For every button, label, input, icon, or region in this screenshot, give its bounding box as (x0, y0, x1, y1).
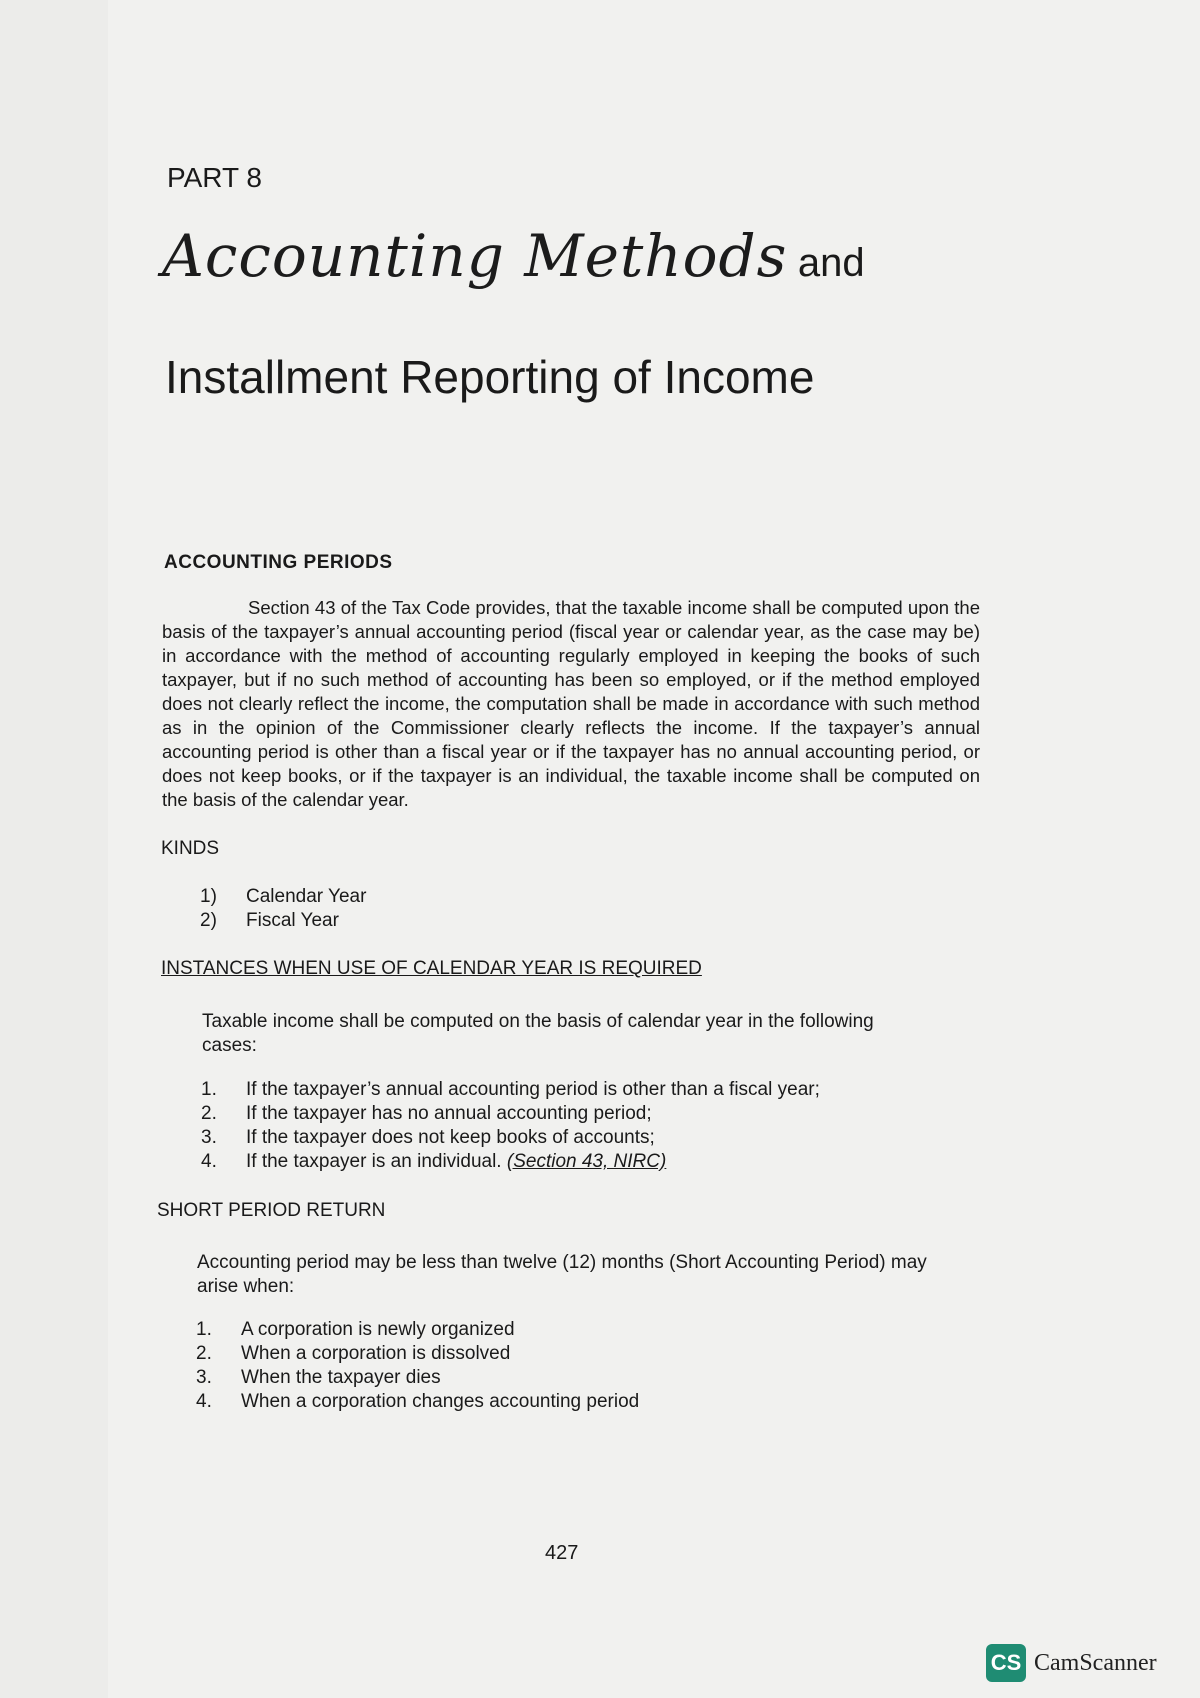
list-item-number: 1. (196, 1319, 212, 1340)
list-item-number: 2. (201, 1103, 217, 1124)
list-item-number: 3. (196, 1367, 212, 1388)
list-item-text: When a corporation is dissolved (241, 1343, 511, 1364)
list-item-number: 4. (196, 1391, 212, 1412)
list-item-number: 3. (201, 1127, 217, 1148)
list-item (201, 1102, 820, 1126)
list-item-text: When a corporation changes accounting period (241, 1391, 640, 1412)
list-item-number: 1) (200, 886, 217, 907)
calendar-required-list (201, 1078, 820, 1174)
camscanner-logo-icon: CS (986, 1644, 1026, 1682)
list-item-number: 2. (196, 1343, 212, 1364)
list-item-text: A corporation is newly organized (241, 1319, 515, 1340)
list-item-text: When the taxpayer dies (241, 1367, 441, 1388)
list-item-text: If the taxpayer’s annual accounting period is other than a fiscal year; (246, 1079, 820, 1100)
list-item (196, 1318, 639, 1342)
list-item (201, 1150, 820, 1174)
list-item (196, 1342, 639, 1366)
kinds-list (200, 885, 366, 933)
list-item-text: Calendar Year (246, 886, 367, 907)
list-item (201, 1126, 820, 1150)
page-number: 427 (545, 1542, 579, 1564)
section-citation: (Section 43, NIRC) (506, 1151, 667, 1172)
chapter-title-script: Accounting Methods (162, 222, 788, 290)
list-item-text: If the taxpayer has no annual accounting period; (246, 1103, 652, 1124)
list-item-text: Fiscal Year (246, 910, 339, 931)
short-period-intro: Accounting period may be less than twelve (12) months (Short Accounting Period) may arise when: (197, 1252, 927, 1297)
accounting-periods-heading: ACCOUNTING PERIODS (164, 552, 393, 573)
list-item-number: 4. (201, 1151, 217, 1172)
calendar-required-intro: Taxable income shall be computed on the basis of calendar year in the following cases: (202, 1011, 874, 1056)
camscanner-watermark (986, 1644, 1157, 1682)
camscanner-name: CamScanner (1034, 1649, 1157, 1676)
list-item (200, 885, 366, 909)
list-item (200, 909, 366, 933)
chapter-title-line2: Installment Reporting of Income (165, 351, 815, 403)
kinds-label: KINDS (161, 838, 220, 859)
list-item (196, 1366, 639, 1390)
list-item-text-main: If the taxpayer is an individual. (246, 1151, 502, 1172)
list-item-text: If the taxpayer does not keep books of accounts; (246, 1127, 655, 1148)
list-item (196, 1390, 639, 1414)
list-item-number: 2) (200, 910, 217, 931)
short-period-heading: SHORT PERIOD RETURN (157, 1200, 386, 1221)
short-period-list (196, 1318, 639, 1414)
list-item (201, 1078, 820, 1102)
part-label: PART 8 (167, 162, 262, 193)
list-item-text (246, 1150, 666, 1174)
list-item-number: 1. (201, 1079, 217, 1100)
chapter-title-and: and (797, 241, 865, 285)
chapter-title-line1 (162, 222, 865, 290)
calendar-required-heading: INSTANCES WHEN USE OF CALENDAR YEAR IS REQUIRED (161, 958, 702, 979)
accounting-periods-paragraph: Section 43 of the Tax Code provides, that the taxable income shall be computed upon the basis of the taxpayer’s annual accounting period (fiscal year or calendar year, as the case may be) in accordance with the method of accounting regularly employed in keeping the books of such taxpayer, but if no such method of accounting has been so employed, or if the method employed does not clearly reflect the income, the computation shall be made in accordance with such method as in the opinion of the Commissioner clearly reflects the income. If the taxpayer’s annual accounting period is other than a fiscal year or if the taxpayer has no annual accounting period, or does not keep books, or if the taxpayer is an individual, the taxable income shall be computed on the basis of the calendar year. (162, 597, 980, 810)
